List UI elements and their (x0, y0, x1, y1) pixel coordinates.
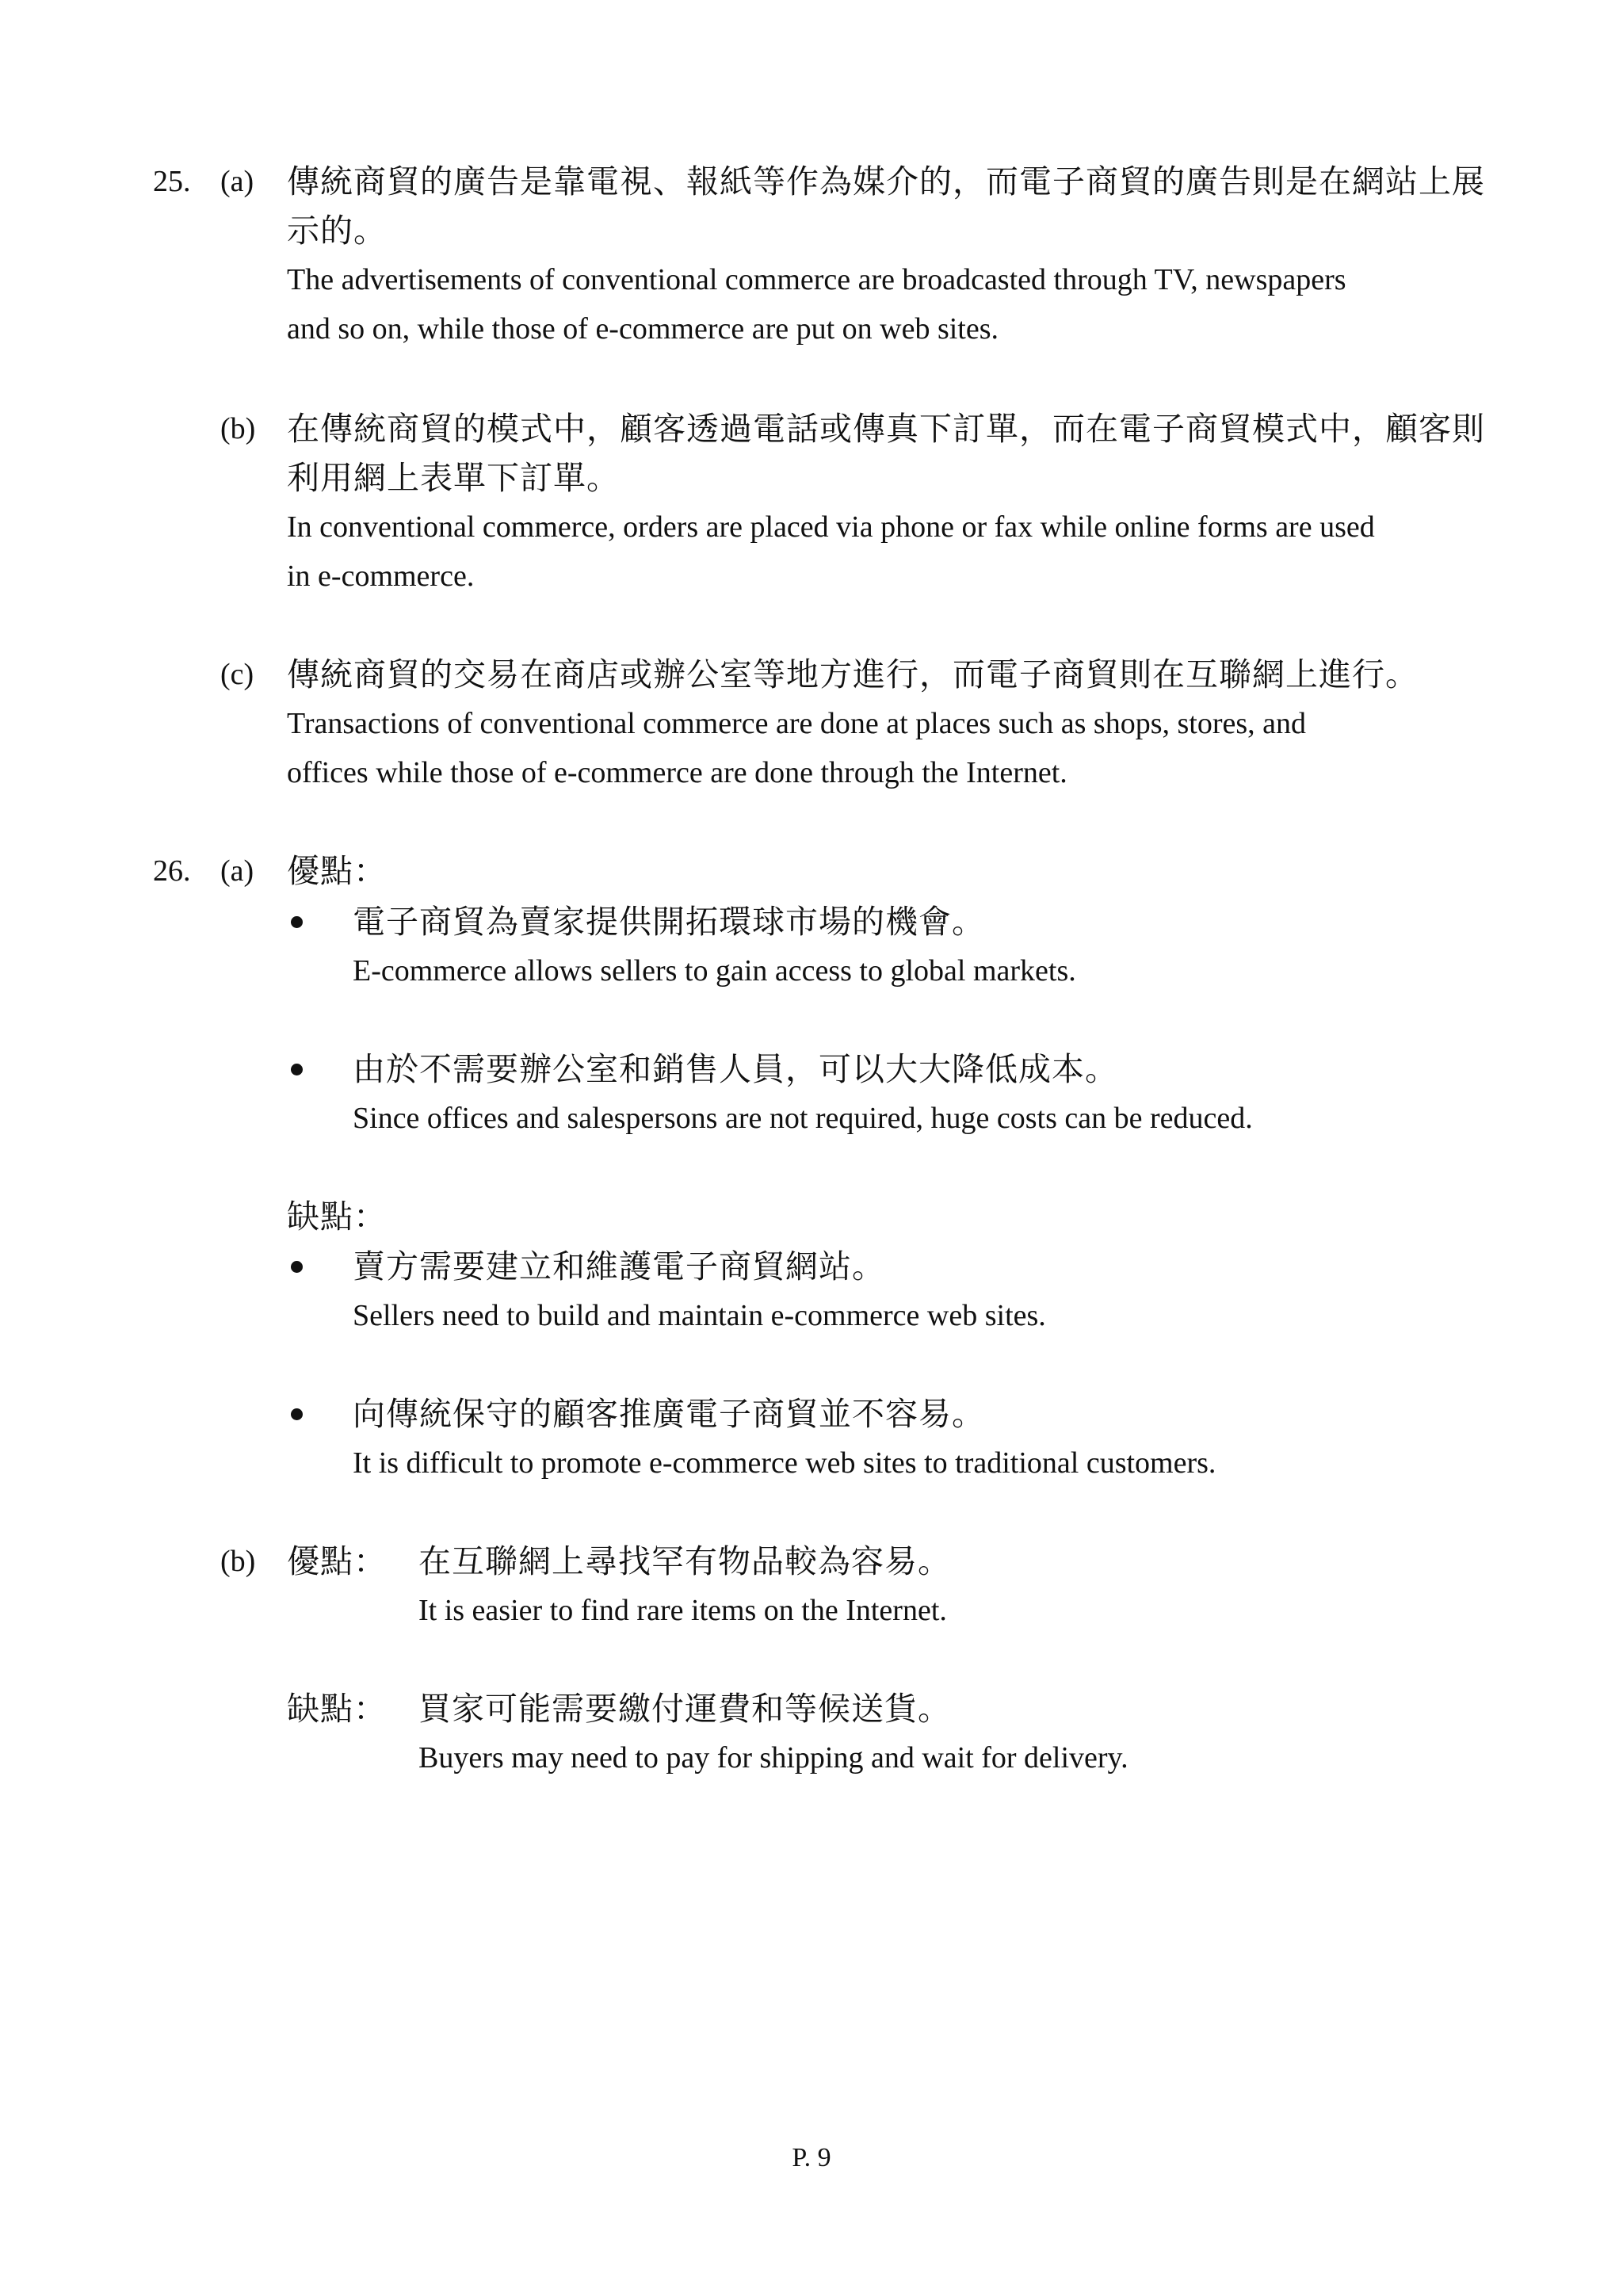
q25-c-label: (c) (220, 658, 254, 691)
q26-b-label: (b) (220, 1545, 256, 1578)
q26-a-advantage-2-zh: 由於不需要辦公室和銷售人員，可以大大降低成本。 (353, 1051, 1118, 1087)
q26-a-label: (a) (220, 854, 254, 888)
question-25-number: 25. (153, 165, 191, 198)
q26-b-disadvantage-en: Buyers may need to pay for shipping and wait for delivery. (418, 1741, 1128, 1775)
q26-b-advantage-heading: 優點： (287, 1543, 387, 1580)
q25-b-en-line1: In conventional commerce, orders are placed via phone or fax while online forms are used (287, 510, 1375, 544)
q26-a-advantages-heading: 優點： (287, 853, 387, 889)
page-number: P. 9 (792, 2143, 831, 2172)
q25-b-zh-line1: 在傳統商貿的模式中，顧客透過電話或傳真下訂單，而在電子商貿模式中，顧客則 (287, 411, 1485, 447)
q26-a-disadvantages-heading: 缺點： (287, 1198, 387, 1235)
bullet-icon (291, 1408, 303, 1420)
q25-a-en-line2: and so on, while those of e-commerce are put on web sites. (287, 312, 999, 346)
q25-c-zh-line1: 傳統商貿的交易在商店或辦公室等地方進行，而電子商貿則在互聯網上進行。 (287, 656, 1419, 693)
q25-a-label: (a) (220, 165, 254, 198)
q26-a-advantage-1-zh: 電子商貿為賣家提供開拓環球市場的機會。 (353, 904, 985, 940)
q25-a-zh-line1: 傳統商貿的廣告是靠電視、報紙等作為媒介的，而電子商貿的廣告則是在網站上展 (287, 163, 1485, 200)
q26-b-disadvantage-zh: 買家可能需要繳付運費和等候送貨。 (418, 1690, 951, 1727)
q26-b-advantage-en: It is easier to find rare items on the Internet. (418, 1594, 947, 1627)
q26-a-disadvantage-2-zh: 向傳統保守的顧客推廣電子商貿並不容易。 (353, 1396, 985, 1432)
q25-c-en-line2: offices while those of e-commerce are done through the Internet. (287, 756, 1067, 789)
q26-a-disadvantage-2-en: It is difficult to promote e-commerce web sites to traditional customers. (353, 1446, 1216, 1480)
q25-b-label: (b) (220, 412, 256, 445)
q26-b-disadvantage-heading: 缺點： (287, 1690, 387, 1727)
q26-b-advantage-zh: 在互聯網上尋找罕有物品較為容易。 (418, 1543, 951, 1580)
q25-a-en-line1: The advertisements of conventional commerce are broadcasted through TV, newspapers (287, 263, 1346, 296)
q26-a-disadvantage-1-en: Sellers need to build and maintain e-commerce web sites. (353, 1299, 1046, 1332)
q25-b-en-line2: in e-commerce. (287, 560, 475, 593)
bullet-icon (291, 1261, 303, 1273)
q25-a-zh-line2: 示的。 (287, 212, 387, 249)
bullet-icon (291, 1064, 303, 1075)
q26-a-advantage-1-en: E-commerce allows sellers to gain access to global markets. (353, 954, 1076, 988)
q25-b-zh-line2: 利用網上表單下訂單。 (287, 460, 620, 496)
q26-a-advantage-2-en: Since offices and salespersons are not required, huge costs can be reduced. (353, 1102, 1253, 1135)
q25-c-en-line1: Transactions of conventional commerce are done at places such as shops, stores, and (287, 707, 1307, 740)
bullet-icon (291, 916, 303, 928)
q26-a-disadvantage-1-zh: 賣方需要建立和維護電子商貿網站。 (353, 1248, 885, 1285)
question-26-number: 26. (153, 854, 191, 888)
